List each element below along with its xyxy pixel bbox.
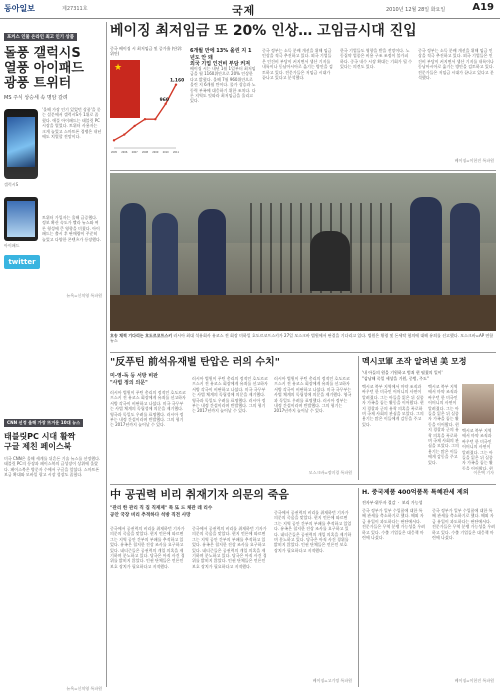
left-byline-top: 뉴욕=신치영 특파원 <box>66 293 102 298</box>
china-text-3: 중국에서 공권력의 비리를 취재하던 기자가 의문의 죽음을 맞았다. 현지 언론에 따르면 그는 지역 공안 간부의 부패를 추적하고 있었다. 유족은 철저한 진상 조사를 요구하고 있다. 네티즌들은 공권력의 개입 의혹을 제기하며 분노하고 있다. 당국은 아직 사건 경위를 밝히지 않았다. 인권 단체들은 언론인 보호 장치가 필요하다고 지적했다. <box>274 510 352 553</box>
section-title: 국제 <box>232 4 256 17</box>
cnn-box <box>4 409 102 692</box>
tariff-text-2: 중국 정부가 일부 수입품에 대한 특혜 관세를 축소하기로 했다. 해외 자금 유입이 과도하다는 판단에서다. 전문가들은 무역 분쟁 가능성을 우려하고 있다. 수출 기업들은 대응책 마련에 나섰다. <box>432 508 496 541</box>
page-number: A19 <box>472 2 494 13</box>
russia-story <box>110 356 354 480</box>
left-headline-line: 돌풍 갤럭시S <box>4 46 81 61</box>
china-text-1: 중국에서 공권력의 비리를 취재하던 기자가 의문의 죽음을 맞았다. 현지 언론에 따르면 그는 지역 공안 간부의 부패를 추적하고 있었다. 유족은 철저한 진상 조사를 요구하고 있다. 네티즌들은 공권력의 개입 의혹을 제기하며 분노하고 있다. 당국은 아직 사건 경위를 밝히지 않았다. 인권 단체들은 언론인 보호 장치가 필요하다고 지적했다. <box>110 526 185 569</box>
left-column <box>4 23 102 691</box>
left-headline <box>4 46 102 91</box>
top-story-text-2: 중국 정부는 소득 분배 개선을 위해 임금 인상을 적극 추진하고 있다. 외국 기업들은 인건비 부담이 커지면서 생산 기지를 내륙이나 동남아시아로 옮기는 방안을 검토하고 있다. 전문가들은 저임금 시대가 끝나고 있다고 분석했다. <box>262 48 333 81</box>
wage-data-point <box>154 118 156 120</box>
wage-chart <box>110 46 184 164</box>
chart-x-tick-label: 2006 <box>121 151 128 154</box>
tariff-headline: H. 중국제품 400억품목 특혜관세 제외 <box>362 489 469 496</box>
top-story-headline: 베이징 최저임금 또 20% 인상… 고임금시대 진입 <box>110 23 417 39</box>
left-subhead: MS 주식 상승세 속 명암 갈려 <box>4 95 68 101</box>
top-story-text-3: 한국 기업들도 영향을 받을 전망이다. 노동집약 업종은 비용 구조 조정이 불가피하다. 중국 내수 시장 확대는 기회가 될 수 있다는 의견도 있다. <box>340 48 412 70</box>
flag-star-icon: ★ <box>114 63 123 73</box>
wage-data-label: 960 <box>159 97 170 103</box>
chart-x-tick-label: 2010 <box>162 151 169 154</box>
left-headline-line: 열풍 아이패드 <box>4 61 84 76</box>
courtroom-photo <box>110 173 496 331</box>
mexico-kicker <box>362 370 496 381</box>
left-text-top: '올해 가장 인기 있었던 상품'을 묻는 설문에서 갤럭시S가 1위로 꼽혔다. 애플 아이패드는 태블릿 PC 시장을 열었다. 트위터 사용자는 크게 늘었고 스마트폰 경쟁은 내년에도 치열할 전망이다. <box>42 107 102 140</box>
russia-kicker-line: "사법 정의 의문" <box>110 380 148 386</box>
russia-text-1: 러시아 법원이 푸틴 총리의 정적인 호도르코프스키 전 유코스 회장에게 유죄를 선고하자 서방 각국이 비판하고 나섰다. 미국 국무부는 사법 체계의 독립성에 의문을 제기했다. 영국과 독일도 우려를 표명했다. 러시아 정부는 내정 간섭이라며 반발했다. 그의 형기는 2017년까지 늘어날 수 있다. <box>110 390 186 428</box>
wage-data-point <box>144 118 146 120</box>
cnn-box-tag: CNN 선정 올해 가장 뜨거운 10대 뉴스 <box>4 419 83 427</box>
column-divider <box>106 22 107 687</box>
chart-caption: 중국 베이징 시 최저임금 및 증가율 (단위: 위안) <box>110 46 183 56</box>
china-text-2: 중국에서 공권력의 비리를 취재하던 기자가 의문의 죽음을 맞았다. 현지 언론에 따르면 그는 지역 공안 간부의 부패를 추적하고 있었다. 유족은 철저한 진상 조사를 요구하고 있다. 네티즌들은 공권력의 개입 의혹을 제기하며 분노하고 있다. 당국은 아직 사건 경위를 밝히지 않았다. 인권 단체들은 언론인 보호 장치가 필요하다고 지적했다. <box>192 526 267 569</box>
mexico-text-1: 멕시코 북부 지역에서 마약 조직과 싸우던 한 미국인 어머니의 사연이 알려졌다. 그는 아들을 잃은 뒤 실종자 가족을 돕는 활동을 이어왔다. 현지 경찰과 군의 유착 의혹을 폭로하며 국제 사회의 관심을 모았다. 그의 용기는 많은 이들에게 감동을 주고 있다. <box>362 384 424 427</box>
photo-caption-text: 러시아 최대 석유회사 유코스 전 회장 미하일 호도르코프스키가 27일 모스크바 법원에서 판결을 기다리고 있다. 법원은 횡령 및 돈세탁 혐의에 대해 유죄를 선고했다. 모스크바=AP 연합뉴스 <box>110 333 494 343</box>
top-story <box>110 22 496 168</box>
wage-data-point <box>175 83 177 85</box>
mexico-kicker-line: '내 아들의 원을 기원하고 범죄 현 펼쳤의 일이' <box>362 370 443 375</box>
story-divider <box>110 170 496 171</box>
ipad-caption: 아이패드 <box>4 243 20 248</box>
galaxy-phone-image <box>4 109 38 179</box>
china-headline: 中 공권력 비리 취재기자 의문의 죽음 <box>110 488 289 501</box>
cnn-box-headline-line: 구글 제친 페이스북 <box>4 442 72 451</box>
chart-x-tick-label: 2009 <box>152 151 159 154</box>
top-subhead-line: 6개월 만에 13% 올린 지 1년도 안 돼 <box>190 48 252 61</box>
top-story-subhead <box>190 48 256 68</box>
story-divider <box>110 352 496 353</box>
wage-data-label: 1,160 <box>170 78 184 84</box>
wage-data-point <box>133 125 135 127</box>
twitter-logo-text: twitter <box>8 258 36 266</box>
left-byline-bottom: 뉴욕=신치영 특파원 <box>66 686 102 691</box>
chart-x-tick-label: 2007 <box>131 151 138 154</box>
russia-byline: 모스크바=정미경 특파원 <box>308 470 352 475</box>
left-headline-line: 광풍 트위터 <box>4 76 72 91</box>
mexico-headline: 멕시코軍 조작 알려낸 美 모정 <box>362 357 467 366</box>
twitter-logo <box>4 255 40 269</box>
photo-caption <box>110 333 496 351</box>
column-divider <box>358 488 359 687</box>
mexico-portrait <box>462 384 494 424</box>
ipad-image <box>4 197 38 241</box>
masthead <box>0 0 500 19</box>
left-text-mid: 트위터 가입자는 올해 급증했다. 정보 확산 속도가 빨라 뉴스와 여론 형성에 큰 영향을 미쳤다. 아이패드는 출시 후 판매량이 꾸준히 늘었고 다양한 콘텐츠가 등장했다. <box>42 215 102 242</box>
wage-series-line <box>114 85 176 141</box>
cnn-box-headline-line: 태블릿PC 시대 활짝 <box>4 432 76 441</box>
wage-data-point <box>113 139 115 141</box>
china-story <box>110 488 354 687</box>
column-divider <box>358 356 359 480</box>
wage-line-chart <box>110 62 184 160</box>
left-tag: 포커스 인물 온라인 최고 인기 상품 <box>4 33 77 41</box>
china-kicker-line: 공안 국장 비리 추적하다 석방 직전 사망 <box>110 512 191 518</box>
dateline: 2010년 12월 28일 화요일 <box>386 7 446 13</box>
tariff-story <box>362 488 496 687</box>
russia-text-3: 러시아 법원이 푸틴 총리의 정적인 호도르코프스키 전 유코스 회장에게 유죄를 선고하자 서방 각국이 비판하고 나섰다. 미국 국무부는 사법 체계의 독립성에 의문을 제기했다. 영국과 독일도 우려를 표명했다. 러시아 정부는 내정 간섭이라며 반발했다. 그의 형기는 2017년까지 늘어날 수 있다. <box>274 376 352 414</box>
russia-headline: "反푸틴 前석유재벌 탄압은 러의 수치" <box>110 357 280 368</box>
russia-kicker-line: 미-영-독 등 서방 비판 <box>110 373 159 379</box>
top-story-text-1: 베이징 시는 내년 1월 1일부터 최저임금을 월 1160위안으로 20% 인상한다고 밝혔다. 올해 7월 960위안으로 올린 지 6개월 만이다. 물가 상승과 노동력 부족에 대응하기 위한 조치다. 다른 지역도 잇따라 최저임금을 올리고 있다. <box>190 66 256 104</box>
cnn-box-headline <box>4 432 102 452</box>
top-story-byline: 베이징=이헌진 특파원 <box>454 158 494 163</box>
cnn-box-text: 미국 CNN은 올해 세계를 뒤흔든 기술 뉴스를 선정했다. 태블릿 PC의 등장과 페이스북의 급성장이 상위에 올랐다. 페이스북은 방문자 수에서 구글을 앞섰다. 스마트폰 보급 확대와 모바일 광고 시장 성장도 꼽혔다. <box>4 456 101 478</box>
mexico-byline: 이은택 기자 <box>473 470 494 475</box>
russia-text-2: 러시아 법원이 푸틴 총리의 정적인 호도르코프스키 전 유코스 회장에게 유죄를 선고하자 서방 각국이 비판하고 나섰다. 미국 국무부는 사법 체계의 독립성에 의문을 제기했다. 영국과 독일도 우려를 표명했다. 러시아 정부는 내정 간섭이라며 반발했다. 그의 형기는 2017년까지 늘어날 수 있다. <box>192 376 268 414</box>
chart-x-tick-label: 2005 <box>110 151 118 154</box>
mexico-story <box>362 356 496 480</box>
chart-x-tick-label: 2011 <box>172 151 180 154</box>
issue-number: 제27311호 <box>62 6 88 12</box>
photo-caption-title: 호송 채찍 기다리는 호도르코프스키 <box>110 333 173 338</box>
brand-logo: 동아일보 <box>4 4 35 13</box>
tariff-byline: 베이징=이헌진 특파원 <box>454 678 494 683</box>
tariff-kicker: 전자부·위투자 절감 ㆍ 보리 가능성 <box>362 500 423 505</box>
wage-data-point <box>123 133 125 135</box>
story-divider <box>110 484 496 485</box>
chart-x-tick-label: 2008 <box>141 151 149 154</box>
bench-area <box>110 295 496 331</box>
china-byline: 베이징=고기정 특파원 <box>312 678 352 683</box>
galaxy-caption: 갤럭시S <box>4 182 19 187</box>
top-story-text-4: 중국 정부는 소득 분배 개선을 위해 임금 인상을 적극 추진하고 있다. 외국 기업들은 인건비 부담이 커지면서 생산 기지를 내륙이나 동남아시아로 옮기는 방안을 검토하고 있다. 전문가들은 저임금 시대가 끝나고 있다고 분석했다. <box>418 48 494 81</box>
top-subhead-line: 외국 기업 인건비 부담 커져 <box>190 61 251 67</box>
mexico-kicker-line: "삼남해 죽일 세상을 기원, 중범, 주도" <box>362 375 429 381</box>
tariff-text-1: 중국 정부가 일부 수입품에 대한 특혜 관세를 축소하기로 했다. 해외 자금 유입이 과도하다는 판단에서다. 전문가들은 무역 분쟁 가능성을 우려하고 있다. 수출 기업들은 대응책 마련에 나섰다. <box>362 508 426 541</box>
wage-data-point <box>164 103 166 105</box>
mexico-text-2: 멕시코 북부 지역에서 마약 조직과 싸우던 한 미국인 어머니의 사연이 알려졌다. 그는 아들을 잃은 뒤 실종자 가족을 돕는 활동을 이어왔다. 현지 경찰과 군의 유착 의혹을 폭로하며 국제 사회의 관심을 모았다. 그의 용기는 많은 이들에게 감동을 주고 있다. <box>428 384 459 465</box>
china-kicker-line: "관리 한 관리 직 집 직재제" 특 또 드 체관 레 리수 <box>110 506 213 511</box>
mexico-text-3: 멕시코 북부 지역에서 마약 조직과 싸우던 한 미국인 어머니의 사연이 알려졌다. 그는 아들을 잃은 뒤 실종자 가족을 돕는 활동을 이어왔다. 현 <box>462 428 493 470</box>
defendant-figure <box>310 231 350 291</box>
